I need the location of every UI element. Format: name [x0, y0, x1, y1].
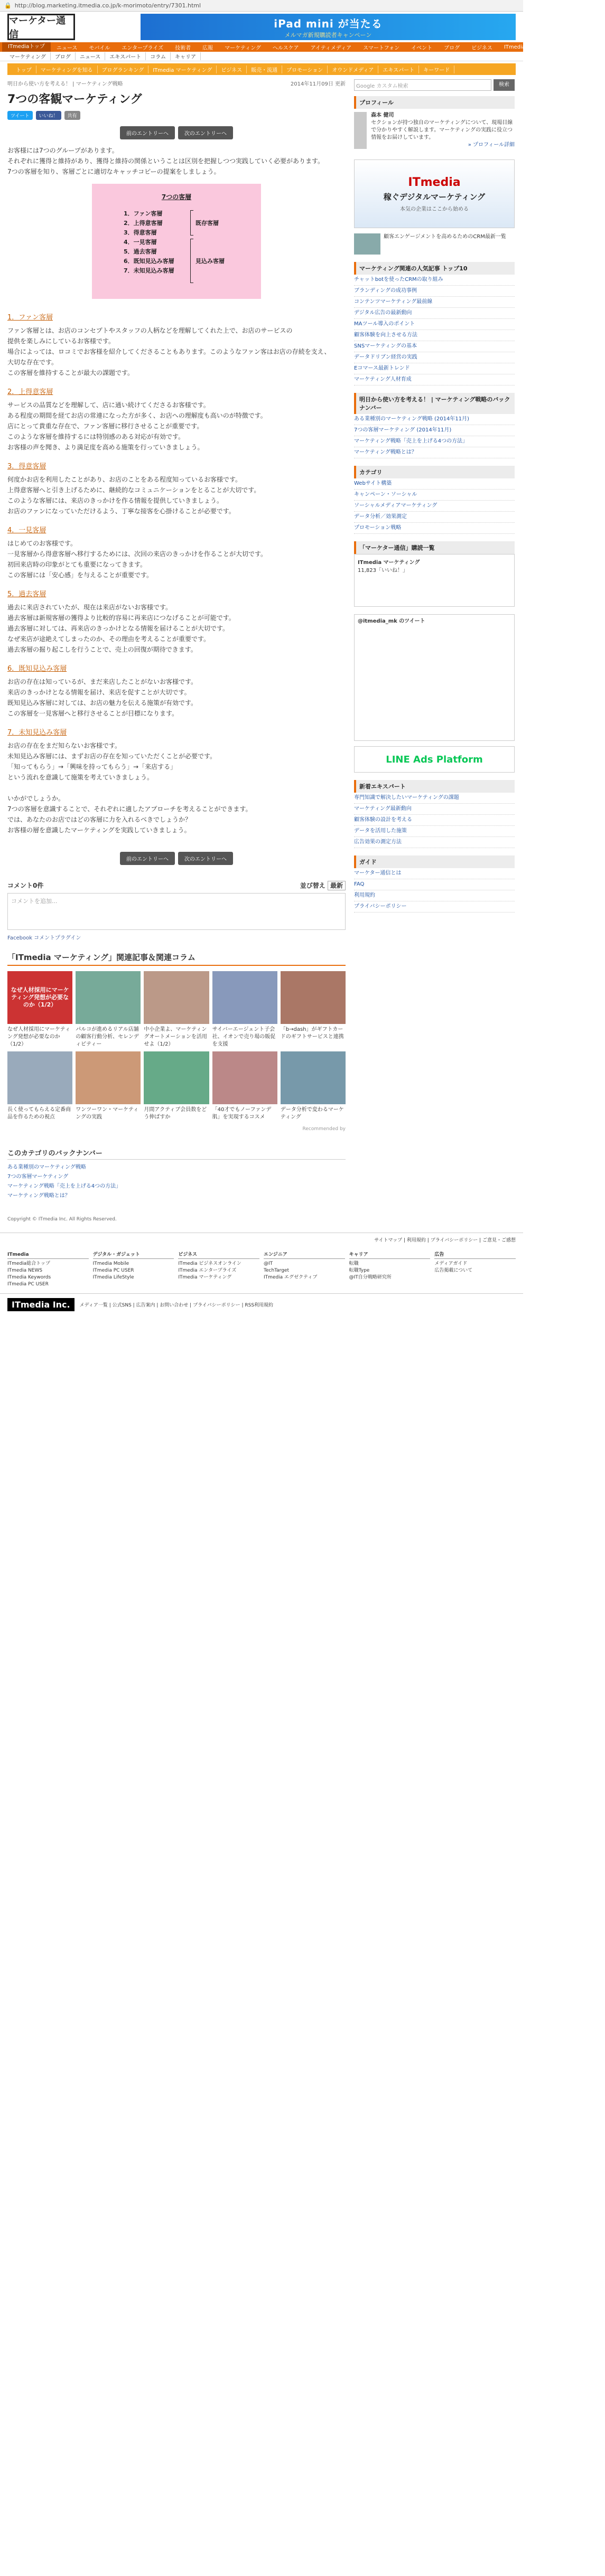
- section-line: お店の存在は知っているが、まだ来店したことがないお客様です。: [7, 678, 198, 685]
- segment-item: 5．過去客層: [124, 248, 157, 255]
- section-line: 来店のきっかけとなる情報を届け、来店を促すことが大切です。: [7, 689, 191, 696]
- footer-column-heading: キャリア: [349, 1252, 431, 1259]
- section-line: 上得意客層へと引き上げるために、継続的なコミュニケーションをとることが大切です。: [7, 486, 260, 494]
- copyright: Copyright © ITmedia Inc. All Rights Reserved.: [7, 1217, 117, 1222]
- related-card-image: [7, 1051, 72, 1104]
- section-line: 提供を楽しみにしているお客様です。: [7, 337, 115, 345]
- top-nav-item[interactable]: ITmediaトップ: [2, 42, 51, 52]
- comment-input[interactable]: コメントを追加...: [7, 893, 346, 930]
- related-card-image: [212, 1051, 277, 1104]
- profile-link[interactable]: » プロフィール詳細: [468, 142, 515, 148]
- closing-line: お客様の層を意識したマーケティングを実践していきましょう。: [7, 826, 191, 834]
- backnumber-title: このカテゴリのバックナンバー: [7, 1148, 346, 1160]
- third-nav-item[interactable]: キーワード: [419, 65, 454, 73]
- ranking-item[interactable]: MAツール導入のポイント: [354, 319, 515, 330]
- related-card-image: [76, 971, 141, 1024]
- group-prospect: 見込み客層: [196, 258, 225, 265]
- footer-column-heading: デジタル・ガジェット: [93, 1252, 174, 1259]
- main-content: [7, 79, 346, 1222]
- side-backnumber-item[interactable]: マーケティング戦略「売上を上げる4つの方法」: [354, 436, 515, 447]
- ranking-item[interactable]: 顧客体験を向上させる方法: [354, 330, 515, 341]
- section-line: 場合によっては、ロコミでお客様を紹介してくださることもあります。このようなファン客はお店の存続を支え、: [7, 348, 331, 355]
- new-expert-item[interactable]: 専門知識で解決したいマーケティングの課題: [354, 793, 515, 804]
- segment-list: [124, 209, 174, 276]
- top-nav-item[interactable]: TechTarget: [537, 44, 565, 50]
- footer-bottom-links[interactable]: メディア一覧 | 公式SNS | 広告案内 | お問い合わせ | プライバシーポリシー | RSS利用規約: [79, 1303, 274, 1308]
- related-card-image: [144, 1051, 209, 1104]
- sidebar: [354, 79, 515, 1222]
- recommended-by: Recommended by: [302, 1126, 346, 1132]
- section-line: 過去に来店されていたが、現在は来店がないお客様です。: [7, 604, 172, 611]
- section-line: 初回来店時の印象がとても重要になってきます。: [7, 561, 147, 568]
- related-card-image: [144, 971, 209, 1024]
- category-item[interactable]: ソーシャルメディアマーケティング: [354, 501, 515, 512]
- footer-column: [434, 1252, 516, 1288]
- related-card[interactable]: [7, 971, 72, 1048]
- side-backnumber-item[interactable]: マーケティング戦略とは？: [354, 447, 515, 458]
- related-card[interactable]: [212, 1051, 277, 1121]
- closing-line: いかがでしょうか。: [7, 795, 65, 802]
- top-nav-item[interactable]: ブログ: [444, 45, 460, 51]
- prev-entry-button-bottom[interactable]: 前のエントリーへ: [120, 852, 175, 865]
- second-nav-item[interactable]: コラム: [146, 52, 171, 60]
- top-nav-item[interactable]: マーケティング: [225, 45, 261, 51]
- third-nav-item[interactable]: ビジネス: [217, 65, 247, 73]
- segment-item: 4．一見客層: [124, 239, 157, 246]
- blog-list-heading: 「マーケター通信」購読一覧: [354, 541, 515, 554]
- footer-column: [349, 1252, 431, 1288]
- fb-comment-plugin[interactable]: Facebook コメントプラグイン: [7, 935, 81, 941]
- segment-item: 3．得意客層: [124, 229, 157, 236]
- search-input[interactable]: Google カスタム検索: [354, 79, 491, 91]
- related-card[interactable]: [212, 971, 277, 1048]
- footer-column-heading: ビジネス: [178, 1252, 259, 1259]
- url-text: http://blog.marketing.itmedia.co.jp/k-morimoto/entry/7301.html: [14, 2, 201, 9]
- footer-column-heading: ITmedia: [7, 1252, 89, 1259]
- section-line: 未知見込み客層には、まずお店の存在を知っていただくことが必要です。: [7, 753, 217, 760]
- footer-link[interactable]: 転職Type: [349, 1268, 370, 1273]
- share-button[interactable]: 共有: [64, 111, 80, 120]
- section-line: サービスの品質などを理解して、店に通い続けてくださるお客様です。: [7, 401, 210, 409]
- new-expert-item[interactable]: 広告効果の測定方法: [354, 837, 515, 848]
- ranking-item[interactable]: チャットbotを使ったCRMの取り組み: [354, 275, 515, 286]
- logo-text: マーケター通信: [9, 15, 66, 40]
- footer-link[interactable]: メディアガイド: [434, 1261, 468, 1266]
- section-line: 過去客層に対しては、再来店のきっかけとなる情報を届けることが大切です。: [7, 625, 229, 632]
- footer-link[interactable]: 広告掲載について: [434, 1268, 473, 1273]
- related-card[interactable]: [7, 1051, 72, 1121]
- top-nav-item[interactable]: モバイル: [89, 45, 110, 51]
- top-nav-item[interactable]: ビジネス: [471, 45, 492, 51]
- closing-line: 7つの客層を意識することで、それぞれに適したアプローチを考えることができます。: [7, 805, 252, 813]
- third-nav-item[interactable]: オウンドメディア: [328, 65, 378, 73]
- section-line: 大切な存在です。: [7, 359, 58, 366]
- backnumber-item[interactable]: 7つの客層マーケティング: [7, 1174, 69, 1180]
- ranking-item[interactable]: SNSマーケティングの基本: [354, 341, 515, 352]
- footer-link[interactable]: ITmedia エンタープライズ: [178, 1268, 237, 1273]
- sort-label: 並び替え: [300, 882, 325, 889]
- related-card-image: [281, 1051, 346, 1104]
- section-heading: 6．既知見込み客層: [7, 665, 67, 673]
- section-line: 「知ってもらう」→「興味を持ってもらう」→「来店する」: [7, 763, 177, 770]
- section-line: 過去客層の掘り起こしを行うことで、売上の回復が期待できます。: [7, 646, 197, 653]
- search-box: [354, 79, 515, 91]
- article-sections: [7, 312, 346, 783]
- footer-column: [178, 1252, 259, 1288]
- fb-like-count: 11,823「いいね！」: [358, 568, 408, 574]
- crm-ad[interactable]: [354, 233, 515, 255]
- footer-link[interactable]: ITmedia PC USER: [92, 1268, 134, 1273]
- footer-link[interactable]: @IT: [264, 1261, 273, 1266]
- crm-ad-image: [354, 233, 380, 255]
- line-ads-banner[interactable]: LINE Ads Platform: [354, 746, 515, 773]
- banner-headline: iPad mini が当たる: [274, 17, 383, 30]
- new-expert-item[interactable]: データを活用した施策: [354, 826, 515, 837]
- guide-heading: ガイド: [354, 855, 515, 868]
- ranking-item[interactable]: コンテンツマーケティング最前線: [354, 297, 515, 308]
- footer-nav[interactable]: サイトマップ | 利用規約 | プライバシーポリシー | ご意見・ご感想: [0, 1233, 523, 1246]
- new-expert-heading: 新着エキスパート: [354, 780, 515, 793]
- new-expert-item[interactable]: 顧客体験の設計を考える: [354, 815, 515, 826]
- related-card-image: [212, 971, 277, 1024]
- bracket-existing: [190, 210, 193, 236]
- section-line: 過去客層は新規客層の獲得より比較的容易に再来店につなげることが可能です。: [7, 614, 235, 622]
- related-card-text[interactable]: 長く使ってもらえる定番商品を作るための視点: [7, 1107, 71, 1120]
- banner-subline: メルマガ新規購読者キャンペーン: [284, 31, 372, 39]
- segment-item: 1．ファン客層: [124, 210, 163, 217]
- site-logo[interactable]: [7, 14, 75, 40]
- crm-ad-text: 顧客エンゲージメントを高めるためのCRM最新一覧: [384, 234, 506, 240]
- related-card-text[interactable]: 中小企業よ、マーケティングオートメーションを活用せよ（1/2）: [144, 1027, 207, 1047]
- guide-item[interactable]: FAQ: [354, 879, 515, 890]
- section-line: この客層には「安心感」を与えることが重要です。: [7, 571, 153, 579]
- comments-section: [7, 881, 346, 941]
- top-nav-item[interactable]: エンタープライズ: [122, 45, 164, 51]
- guide-item[interactable]: マーケター通信とは: [354, 868, 515, 879]
- ranking-item[interactable]: ブランディングの成功事例: [354, 286, 515, 297]
- footer-link[interactable]: ITmedia マーケティング: [178, 1275, 232, 1280]
- second-nav: [0, 52, 523, 61]
- top-nav: [0, 42, 600, 52]
- footer-link[interactable]: ITmedia NEWS: [7, 1268, 43, 1273]
- related-card[interactable]: [144, 1051, 209, 1121]
- side-backnumber-item[interactable]: ある業種別のマーケティング戦略 (2014年11月): [354, 414, 515, 425]
- related-title: 「ITmedia マーケティング」関連記事＆関連コラム: [7, 952, 346, 966]
- related-card[interactable]: [76, 971, 141, 1048]
- third-nav-item[interactable]: 販売・流通: [247, 65, 282, 73]
- backnumber-item[interactable]: マーケティング戦略とは？: [7, 1193, 70, 1199]
- category-item[interactable]: データ分析／効果測定: [354, 512, 515, 523]
- section-heading: 7．未知見込み客層: [7, 729, 67, 737]
- sort-select[interactable]: 最新: [328, 881, 346, 890]
- footer-link[interactable]: ITmedia ビジネスオンライン: [178, 1261, 241, 1266]
- third-nav: [7, 63, 516, 75]
- footer-link[interactable]: 転職: [349, 1261, 359, 1266]
- footer-column: [264, 1252, 345, 1288]
- footer-column: [7, 1252, 89, 1288]
- section-line: ファン客層とは、お店のコンセプトやスタッフの人柄などを理解してくれた上で、お店のサービスの: [7, 327, 293, 334]
- prev-entry-button[interactable]: 前のエントリーへ: [120, 126, 175, 139]
- footer-column-heading: エンジニア: [264, 1252, 345, 1259]
- social-buttons: [7, 111, 346, 120]
- related-card[interactable]: [281, 1051, 346, 1121]
- seven-segments-box: [92, 184, 261, 299]
- section-line: という流れを意識して施策を考えていきましょう。: [7, 774, 154, 781]
- ipad-banner[interactable]: [141, 14, 516, 40]
- entry-nav-top: [7, 126, 346, 139]
- comment-count: コメント0件: [7, 882, 44, 889]
- ranking-item[interactable]: マーケティング人材育成: [354, 374, 515, 386]
- bracket-prospect: [190, 239, 193, 283]
- footer-link[interactable]: TechTarget: [264, 1268, 290, 1273]
- top-nav-item[interactable]: イベント: [411, 45, 433, 51]
- third-nav-item[interactable]: トップ: [12, 65, 36, 73]
- itm-ad-headline: 稼ぐデジタルマーケティング: [383, 192, 486, 202]
- next-entry-button[interactable]: 次のエントリーへ: [178, 126, 233, 139]
- tweet-button[interactable]: ツイート: [7, 111, 33, 120]
- segment-item: 6．既知見込み客層: [124, 258, 174, 265]
- related-card-text[interactable]: なぜ人材採用にマーケティング発想が必要なのか（1/2）: [7, 1027, 70, 1047]
- twitter-heading: @itmedia_mk のツイート: [358, 618, 425, 624]
- section-line: お客様の声を聞き、より満足度を高める施策を行っていきましょう。: [7, 444, 204, 451]
- fb-page-widget[interactable]: [354, 554, 515, 607]
- profile-name[interactable]: 森本 健司: [371, 112, 394, 118]
- related-card[interactable]: [281, 971, 346, 1048]
- itm-ad-sub: 本気の企業はここから始める: [400, 206, 469, 212]
- entry-nav-bottom: [7, 852, 346, 865]
- section-heading: 5．過去客層: [7, 590, 46, 598]
- profile-heading: プロフィール: [354, 96, 515, 109]
- section-line: 既知見込み客層に対しては、お店の魅力を伝える施策が有効です。: [7, 699, 198, 707]
- search-button[interactable]: 検索: [494, 79, 515, 91]
- second-nav-item[interactable]: キャリア: [171, 52, 201, 60]
- ranking-item[interactable]: デジタル広告の最新動向: [354, 308, 515, 319]
- related-card-text[interactable]: 「40才でもノーファンデ肌」を実現するコスメ: [212, 1107, 272, 1120]
- fb-page-name[interactable]: ITmedia マーケティング: [358, 560, 420, 566]
- section-line: 店にとって貴重な存在で、ファン客層に移行させることが重要です。: [7, 422, 203, 430]
- category-item[interactable]: キャンペーン・ソーシャル: [354, 490, 515, 501]
- related-card-text[interactable]: データ分析で変わるマーケティング: [280, 1107, 344, 1120]
- section-line: 一見客層から得意客層へ移行するためには、次回の来店のきっかけを作ることが大切です。: [7, 550, 267, 558]
- second-nav-item[interactable]: ブログ: [51, 52, 76, 60]
- profile-text: セクションが持つ独自のマーケティングについて、現場目線で分かりやすく解説します。マーケティングの実践に役立つ情報をお届けしています。: [371, 120, 513, 140]
- ranking-item[interactable]: Eコマース最新トレンド: [354, 363, 515, 374]
- itmedia-logo[interactable]: ITmedia Inc.: [7, 1298, 75, 1311]
- related-card-text[interactable]: 月間アクティブ会員数をどう伸ばすか: [144, 1107, 207, 1120]
- guide-item[interactable]: プライバシーポリシー: [354, 901, 515, 913]
- related-card[interactable]: [144, 971, 209, 1048]
- url-bar[interactable]: [0, 0, 523, 12]
- third-nav-item[interactable]: ITmedia マーケティング: [148, 65, 217, 73]
- top-nav-item[interactable]: 広報: [202, 45, 213, 51]
- section-line: ある程度の期間を経てお店の常連になった方が多く、お店への理解度も高いのが特徴です。: [7, 412, 267, 419]
- intro-line: お客様には7つのグループがあります。: [7, 147, 118, 154]
- top-nav-item[interactable]: 技術者: [175, 45, 191, 51]
- category-heading: カテゴリ: [354, 466, 515, 478]
- section-heading: 4．一見客層: [7, 527, 46, 534]
- footer-link[interactable]: ITmedia Mobile: [92, 1261, 129, 1266]
- top-nav-item[interactable]: ニュース: [56, 45, 78, 51]
- section-line: このような客層には、来店のきっかけを作る情報を提供していきましょう。: [7, 497, 224, 504]
- category-link[interactable]: 明日から使い方を考える！ | マーケティング戦略: [7, 81, 123, 87]
- breadcrumb: [7, 79, 346, 87]
- section-line: お店の存在をまだ知らないお客様です。: [7, 742, 122, 749]
- article-date: 2014年11月09日 更新: [290, 81, 346, 87]
- related-card-text[interactable]: サイバーエージェント子会社、イオンで売り場の販促を支援: [212, 1027, 276, 1047]
- section-line: なぜ来店が途絶えてしまったのか、その理由を考えることが重要です。: [7, 635, 210, 643]
- footer-column-heading: 広告: [434, 1252, 516, 1259]
- backnumber-item[interactable]: ある業種別のマーケティング戦略: [7, 1164, 86, 1170]
- lock-icon: 🔒: [4, 2, 12, 9]
- segment-item: 7．未知見込み客層: [124, 267, 174, 274]
- third-nav-item[interactable]: マーケティングを知る: [36, 65, 98, 73]
- guide-item[interactable]: 利用規約: [354, 890, 515, 901]
- related-card-text[interactable]: パルコが進めるリアル店舗の顧客行動分析、セレンディピティー: [76, 1027, 139, 1047]
- article-closing: [7, 794, 346, 836]
- related-card-text[interactable]: ワンツーワン・マーケティングの実践: [76, 1107, 139, 1120]
- section-line: この客層を維持することが最大の課題です。: [7, 369, 134, 377]
- intro-line: 7つの客層を知り、客層ごとに適切なキャッチコピーの提案をしましょう。: [7, 168, 220, 175]
- footer-link[interactable]: ITmedia エグゼクティブ: [264, 1275, 318, 1280]
- section-line: はじめてのお客様です。: [7, 540, 77, 547]
- footer-link[interactable]: @IT自分戦略研究所: [349, 1275, 392, 1280]
- related-articles: [7, 952, 346, 1132]
- related-card-text[interactable]: 「b→dash」がギフトカードのギフトサービスと連携: [280, 1027, 344, 1040]
- section-line: このような客層を維持するには特別感のある対応が有効です。: [7, 433, 185, 440]
- closing-line: では、あなたのお店ではどの客層に力を入れるべきでしょうか？: [7, 816, 192, 823]
- third-nav-item[interactable]: ブログランキング: [98, 65, 149, 73]
- top-nav-item[interactable]: Keyword: [576, 44, 600, 50]
- footer-bottom: [0, 1293, 523, 1315]
- group-existing: 既存客層: [196, 220, 219, 227]
- footer-link[interactable]: ITmedia LifeStyle: [92, 1275, 134, 1280]
- side-backnumber-heading: 明日から使い方を考える！ | マーケティング戦略のバックナンバー: [354, 393, 515, 414]
- related-card-image: [76, 1051, 141, 1104]
- intro-line: それぞれに獲得と維持があり、獲得と維持の関係ということは区別を把握しつつ実践していく必要があります。: [7, 157, 324, 165]
- top-nav-item[interactable]: スマートフォン: [363, 45, 400, 51]
- article-intro: [7, 146, 346, 177]
- backnumber-item[interactable]: マーケティング戦略「売上を上げる4つの方法」: [7, 1183, 122, 1189]
- new-expert-item[interactable]: マーケティング最新動向: [354, 804, 515, 815]
- segment-item: 2．上得意客層: [124, 220, 163, 227]
- footer-column: [93, 1252, 174, 1288]
- next-entry-button-bottom[interactable]: 次のエントリーへ: [178, 852, 233, 865]
- section-heading: 2．上得意客層: [7, 388, 53, 396]
- section-heading: 3．得意客層: [7, 463, 46, 471]
- footer-link[interactable]: ITmedia PC USER: [7, 1282, 49, 1287]
- profile: [354, 109, 515, 152]
- section-heading: 1．ファン客層: [7, 314, 53, 322]
- third-nav-item[interactable]: プロモーション: [282, 65, 328, 73]
- ranking-item[interactable]: データドリブン経営の実践: [354, 352, 515, 363]
- second-nav-item[interactable]: エキスパート: [105, 52, 146, 60]
- itmedia-ad[interactable]: [354, 159, 515, 228]
- category-item[interactable]: プロモーション戦略: [354, 523, 515, 534]
- itm-ad-brand: ITmedia: [408, 175, 461, 189]
- brand-header: [0, 12, 523, 42]
- related-card-image: なぜ人材採用にマーケティング発想が必要なのか（1/2）: [7, 971, 72, 1024]
- section-line: 何度かお店を利用したことがあり、お店のことをある程度知っているお客様です。: [7, 476, 242, 483]
- top-nav-item[interactable]: アイティメディア: [310, 45, 352, 51]
- second-nav-item[interactable]: ニュース: [76, 52, 106, 60]
- top-nav-item[interactable]: ITmedia: [504, 44, 526, 50]
- top-nav-item[interactable]: ヘルスケア: [272, 45, 299, 51]
- backnumber-section: [7, 1148, 346, 1201]
- side-backnumber-item[interactable]: 7つの客層マーケティング (2014年11月): [354, 425, 515, 436]
- like-button[interactable]: いいね！: [36, 111, 61, 120]
- related-card[interactable]: [76, 1051, 141, 1121]
- avatar: [354, 112, 367, 149]
- footer-link[interactable]: ITmedia総合トップ: [7, 1261, 50, 1266]
- twitter-widget[interactable]: [354, 614, 515, 741]
- footer-links: [0, 1246, 523, 1293]
- box-title: 7つの客層: [161, 193, 192, 201]
- section-line: お店のファンになっていただけるよう、丁寧な接客を心掛けることが必要です。: [7, 507, 235, 515]
- ranking-heading: マーケティング関連の人気記事 トップ10: [354, 262, 515, 275]
- related-card-image: [281, 971, 346, 1024]
- sort-control[interactable]: [300, 881, 346, 890]
- second-nav-item[interactable]: マーケティング: [5, 52, 51, 60]
- category-item[interactable]: Webサイト構築: [354, 478, 515, 490]
- section-line: この客層を一見客層へと移行させることが目標になります。: [7, 710, 179, 717]
- page-title: 7つの客観マーケティング: [7, 93, 142, 106]
- footer-link[interactable]: ITmedia Keywords: [7, 1275, 51, 1280]
- third-nav-item[interactable]: エキスパート: [378, 65, 419, 73]
